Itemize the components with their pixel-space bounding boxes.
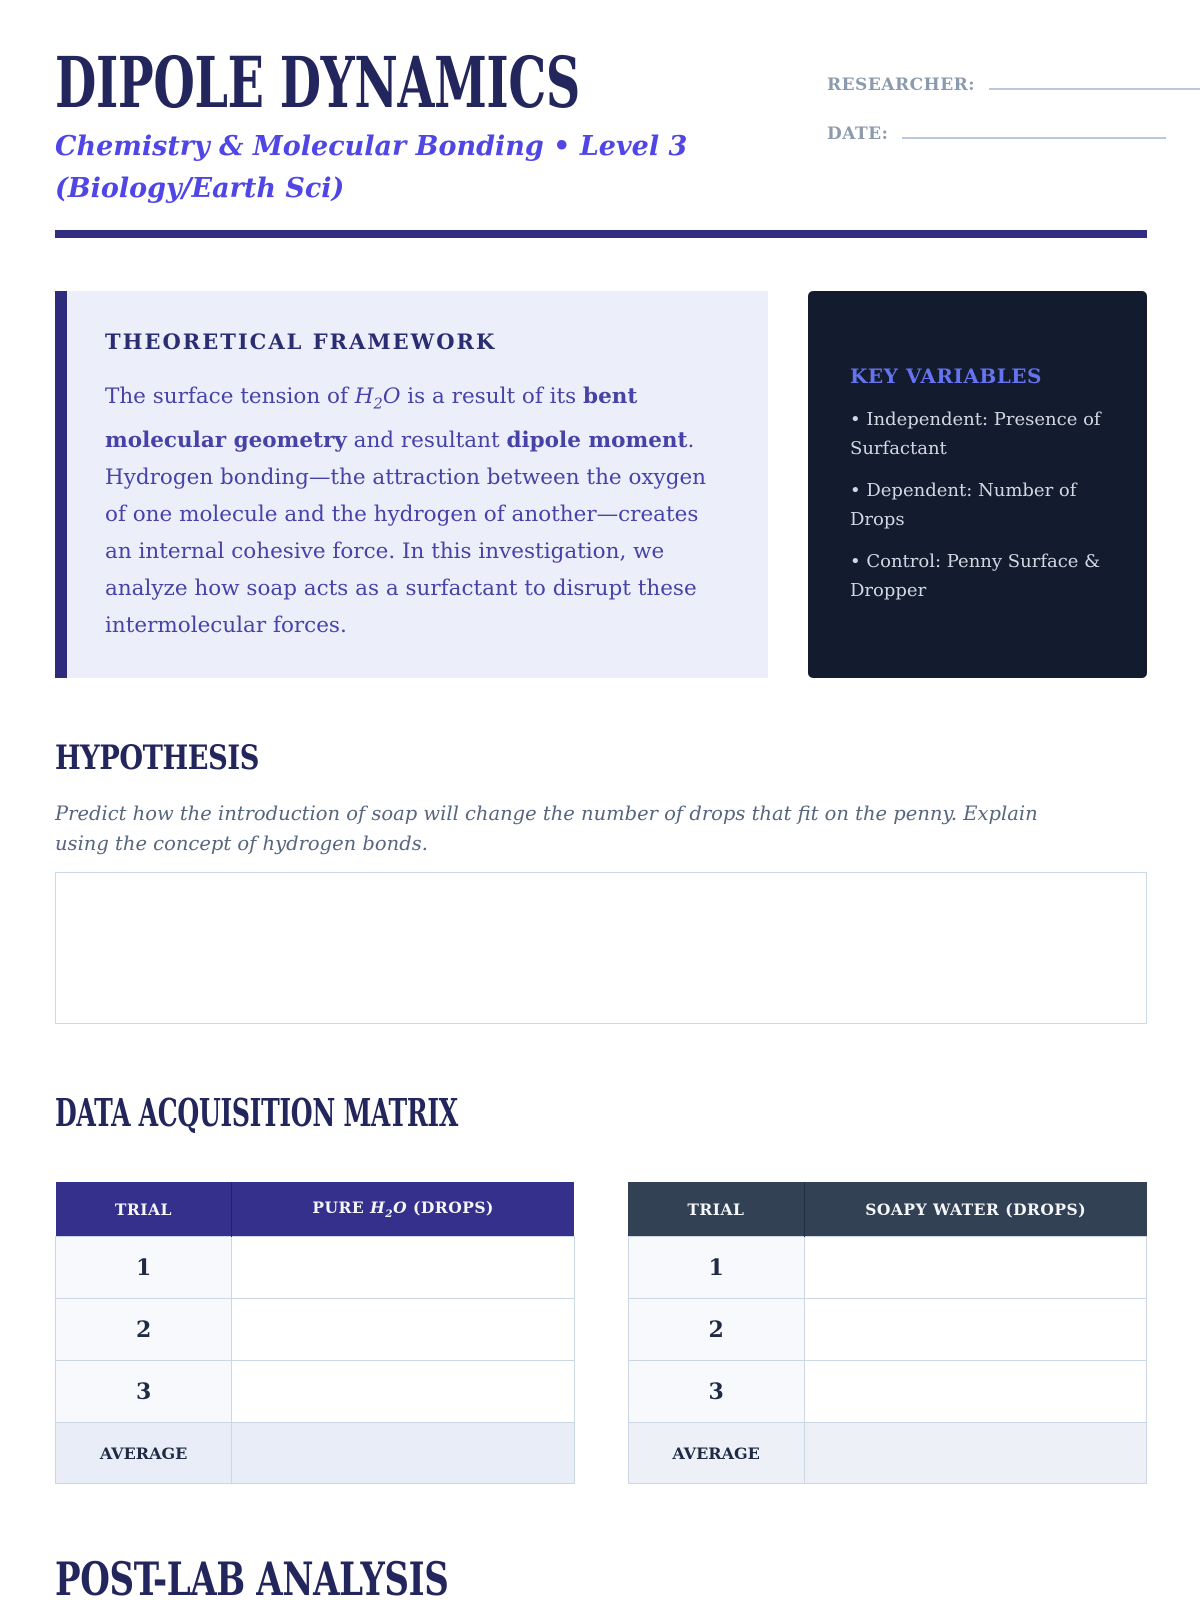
- pure-water-trial-2-label: 2: [56, 1299, 232, 1361]
- hypothesis-prompt: Predict how the introduction of soap will change the number of drops that fit on the penny. Explain using the concept of hydrogen bonds.: [55, 801, 1038, 855]
- hypothesis-answer-box[interactable]: [55, 872, 1147, 1024]
- key-variable-control: • Control: Penny Surface & Dropper: [850, 550, 1101, 601]
- pure-water-header-row: [56, 1182, 575, 1237]
- table-row: [56, 1361, 575, 1423]
- header-fields: [827, 48, 1200, 168]
- pure-water-trial-3-label: 3: [56, 1361, 232, 1423]
- post-lab-heading: POST-LAB ANALYSIS: [55, 1556, 448, 1600]
- data-matrix-heading: DATA ACQUISITION MATRIX: [55, 1089, 458, 1135]
- pure-water-table: [55, 1182, 575, 1485]
- researcher-field-row: [827, 70, 1200, 95]
- title-block: [55, 41, 827, 210]
- date-field-row: [827, 119, 1200, 144]
- soapy-water-trial-1-input[interactable]: [804, 1237, 1146, 1299]
- intro-row: [55, 291, 1147, 678]
- hypothesis-section: [55, 737, 1147, 1024]
- soapy-water-average-input[interactable]: [804, 1423, 1146, 1484]
- pure-water-drops-header: PURE $H_2O$ (DROPS): [232, 1182, 574, 1237]
- data-matrix-section: [55, 1089, 1147, 1485]
- soapy-water-trial-2-label: 2: [628, 1299, 804, 1361]
- soapy-water-trial-header: TRIAL: [628, 1182, 804, 1237]
- soapy-water-average-label: AVERAGE: [628, 1423, 804, 1484]
- framework-body: The surface tension of $H_2O$ is a result of its bent molecular geometry and resultant dipole moment. Hydrogen bonding—the attraction between the oxygen of one molecule and the hydrogen of another—creates an internal cohesive force. In this investigation, we analyze how soap acts as a surfactant to disrupt these intermolecular forces.: [105, 383, 707, 638]
- key-variable-independent: • Independent: Presence of Surfactant: [850, 408, 1101, 459]
- soapy-water-trial-2-input[interactable]: [804, 1299, 1146, 1361]
- key-variable-dependent: • Dependent: Number of Drops: [850, 479, 1077, 530]
- table-row: [56, 1237, 575, 1299]
- hypothesis-heading: HYPOTHESIS: [55, 737, 259, 778]
- header-divider: [55, 230, 1147, 238]
- soapy-water-trial-3-label: 3: [628, 1361, 804, 1423]
- key-variables-card: [808, 291, 1147, 678]
- soapy-water-drops-header: SOAPY WATER (DROPS): [804, 1182, 1146, 1237]
- table-average-row: [628, 1423, 1147, 1484]
- soapy-water-header-row: [628, 1182, 1147, 1237]
- page-subtitle: [55, 126, 827, 210]
- table-row: [56, 1299, 575, 1361]
- pure-water-trial-3-input[interactable]: [232, 1361, 574, 1423]
- pure-water-trial-2-input[interactable]: [232, 1299, 574, 1361]
- header: [55, 41, 1147, 210]
- date-input[interactable]: [902, 119, 1166, 139]
- subtitle-line-2: (Biology/Earth Sci): [55, 172, 345, 204]
- pure-water-trial-header: TRIAL: [56, 1182, 232, 1237]
- data-tables-row: [55, 1182, 1147, 1485]
- table-row: [628, 1237, 1147, 1299]
- pure-water-average-input[interactable]: [232, 1423, 574, 1484]
- table-row: [628, 1299, 1147, 1361]
- subtitle-line-1: Chemistry & Molecular Bonding • Level 3: [55, 131, 688, 162]
- framework-heading: THEORETICAL FRAMEWORK: [105, 328, 497, 354]
- researcher-input[interactable]: [989, 70, 1200, 90]
- pure-water-trial-1-label: 1: [56, 1237, 232, 1299]
- table-average-row: [56, 1423, 575, 1484]
- table-row: [628, 1361, 1147, 1423]
- date-label: DATE:: [826, 124, 889, 144]
- soapy-water-trial-1-label: 1: [628, 1237, 804, 1299]
- theoretical-framework-card: [55, 291, 768, 678]
- pure-water-trial-1-input[interactable]: [232, 1237, 574, 1299]
- key-variables-heading: KEY VARIABLES: [850, 363, 1042, 388]
- researcher-label: RESEARCHER:: [826, 75, 976, 95]
- pure-water-average-label: AVERAGE: [56, 1423, 232, 1484]
- soapy-water-trial-3-input[interactable]: [804, 1361, 1146, 1423]
- page-title: DIPOLE DYNAMICS: [55, 41, 580, 124]
- soapy-water-table: [628, 1182, 1148, 1485]
- post-lab-section: [55, 1552, 1147, 1600]
